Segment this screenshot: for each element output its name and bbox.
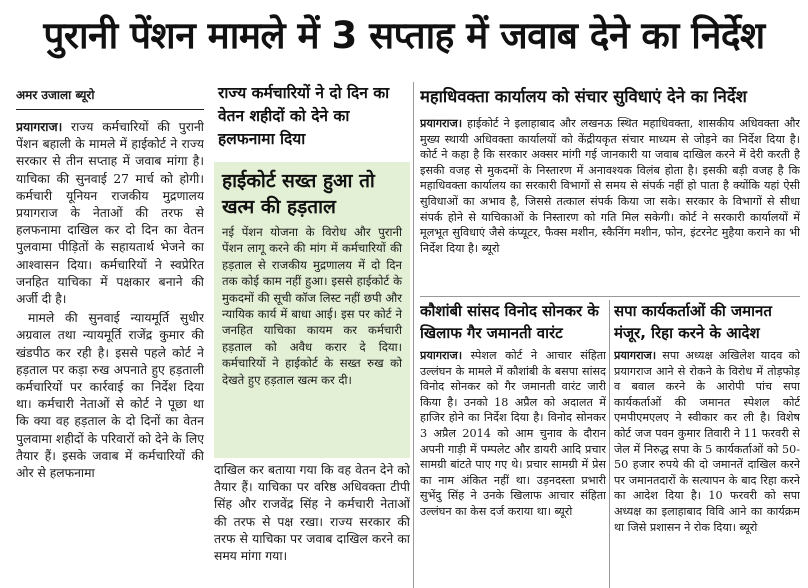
dateline: प्रयागराज। (420, 116, 463, 130)
horizontal-rule (420, 296, 800, 297)
story-body (614, 348, 800, 535)
main-story-column (16, 82, 204, 588)
story-body (420, 116, 800, 256)
box-text: नई पेंशन योजना के विरोध और पुरानी पेंशन लागू करने की मांग में कर्मचारियों की हड़ताल से राजकीय मुद्रणालय में दो दिन तक कोई काम नहीं हुआ। इससे हाईकोर्ट के मुकदमों की सूची कॉज लिस्ट नहीं छपी और न्यायिक कार्य में बाधा आई। इस पर कोर्ट ने जनहित याचिका कायम कर कर्मचारी हड़ताल को अवैध करार दे दिया। कर्मचारियों ने हाईकोर्ट के सख्त रुख को देखते हुए हड़ताल खत्म कर दी। (222, 225, 402, 387)
story-body-3: दाखिल कर बताया गया कि वह वेतन देने को तैयार हैं। याचिका पर वरिष्ठ अधिवक्ता टीपी सिंह और राजवेंद्र सिंह ने कर्मचारी नेताओं की तरफ से पक्ष रखा। राज्य सरकार की तरफ से याचिका पर जवाब दाखिल करने का समय मांगा गया। (214, 463, 410, 564)
headline: पुरानी पेंशन मामले में 3 सप्ताह में जवाब देने का निर्देश (43, 14, 765, 57)
story-body-1 (16, 118, 204, 308)
story-subhead: राज्य कर्मचारियों ने दो दिन का वेतन शहीदों को देने का हलफनामा दिया (218, 84, 390, 148)
story-subhead: कौशांबी सांसद विनोद सोनकर के खिलाफ गैर जमानती वारंट (420, 302, 599, 342)
box-headline: हाईकोर्ट सख्त हुआ तो खत्म की हड़ताल (222, 170, 375, 218)
column-rule (413, 82, 414, 588)
story-text: हाईकोर्ट ने इलाहाबाद और लखनऊ स्थित महाधिवक्ता, शासकीय अधिवक्ता और मुख्य स्थायी अधिवक्ता कार्यालयों को केंद्रीयकृत संचार माध्यम से जोड़ने का निर्देश दिया है। कोर्ट ने कहा है कि सरकार अक्सर मांगी गई जानकारी या जवाब दाखिल करने में देरी करती है इसकी वजह से मुकदमों के निस्तारण में अनावश्यक विलंब होता है। इसकी बड़ी वजह है कि महाधिवक्ता कार्यालय का सरकारी विभागों से समय से संपर्क नहीं हो पाता है क्योंकि यहां ऐसी सुविधाओं का अभाव है, जिससे तत्काल संपर्क किया जा सके। सरकार के विभागों से सीधा संपर्क होने से याचिकाओं के निस्तारण को गति मिल सकेगी। कोर्ट ने सरकारी कार्यालयों में मूलभूत सुविधाएं जैसे कंप्यूटर, फैक्स मशीन, स्कैनिंग मशीन, फोन, इंटरनेट मुहैया कराने का भी निर्देश दिया है। ब्यूरो (420, 117, 800, 255)
story-attorney-general (420, 84, 800, 292)
column-rule (609, 300, 610, 588)
sidebar-box (214, 162, 410, 458)
story-text: सपा अध्यक्ष अखिलेश यादव को प्रयागराज आने से रोकने के विरोध में तोड़फोड़ व बवाल करने के आरोपी पांच सपा कार्यकर्ताओं की जमानत स्पेशल कोर्ट एमपीएमएलए ने स्वीकार कर ली है। विशेष कोर्ट जज पवन कुमार तिवारी ने 11 फरवरी से जेल में निरुद्ध सपा के 5 कार्यकर्ताओं को 50-50 हजार रुपये की दो जमानतें दाखिल करने पर जमानतदारों के सत्यापन के बाद रिहा करने का आदेश दिया है। 10 फरवरी को सपा अध्यक्ष का इलाहाबाद विवि आने का कार्यक्रम था जिसे प्रशासन ने रोक दिया। ब्यूरो (614, 349, 800, 534)
byline: अमर उजाला ब्यूरो (16, 88, 95, 102)
story-subhead: सपा कार्यकर्ताओं की जमानत मंजूर, रिहा करने के आदेश (614, 302, 772, 342)
divider (16, 109, 204, 110)
story-text: राज्य कर्मचारियों की पुरानी पेंशन बहाली के मामले में हाईकोर्ट ने राज्य सरकार से तीन सप्ताह में जवाब मांगा है। याचिका की सुनवाई 27 मार्च को होगी। कर्मचारी यूनियन राजकीय मुद्रणालय प्रयागराज के नेताओं की तरफ से हलफनामा दाखिल कर दो दिन का वेतन पुलवामा पीड़ितों के सहायतार्थ भेजने का आश्वासन दिया। कर्मचारियों ने स्वप्रेरित जनहित याचिका में पक्षकार बनाने की अर्जी दी है। (16, 120, 204, 307)
dateline: प्रयागराज। (614, 348, 657, 362)
dateline: प्रयागराज। (420, 348, 463, 362)
story-text: स्पेशल कोर्ट ने आचार संहिता उल्लंघन के मामले में कौशांबी के बसपा सांसद विनोद सोनकर को गैर जमानती वारंट जारी किया है। उनको 18 अप्रैल को अदालत में हाजिर होने का निर्देश दिया है। विनोद सोनकर 3 अप्रैल 2014 को आम चुनाव के दौरान अपनी गाड़ी में पम्पलेट और डायरी आदि प्रचार सामग्री बांटते पाए गए थे। प्रचार सामग्री में प्रेस का नाम अंकित नहीं था। उड़नदस्ता प्रभारी सुभेंदु सिंह ने उनके खिलाफ आचार संहिता उल्लंघन का केस दर्ज कराया था। ब्यूरो (420, 349, 606, 518)
story-subhead: महाधिवक्ता कार्यालय को संचार सुविधाएं देने का निर्देश (420, 87, 747, 106)
story-body-2: मामले की सुनवाई न्यायमूर्ति सुधीर अग्रवाल तथा न्यायमूर्ति राजेंद्र कुमार की खंडपीठ कर रही है। इससे पहले कोर्ट ने हड़ताल पर कड़ा रुख अपनाते हुए हड़ताली कर्मचारियों पर कार्रवाई का निर्देश दिया था। कर्मचारी नेताओं से कोर्ट ने पूछा था कि क्या वह हड़ताल के दो दिनों का वेतन पुलवामा शहीदों के परिवारों को देने के लिए तैयार हैं। इसके जवाब में कर्मचारियों की ओर से हलफनामा (16, 311, 204, 481)
main-story-continuation (214, 462, 410, 588)
story-body (420, 348, 606, 520)
dateline: प्रयागराज। (16, 119, 63, 134)
story-mp-warrant (420, 300, 606, 588)
story-sp-bail (614, 300, 800, 588)
